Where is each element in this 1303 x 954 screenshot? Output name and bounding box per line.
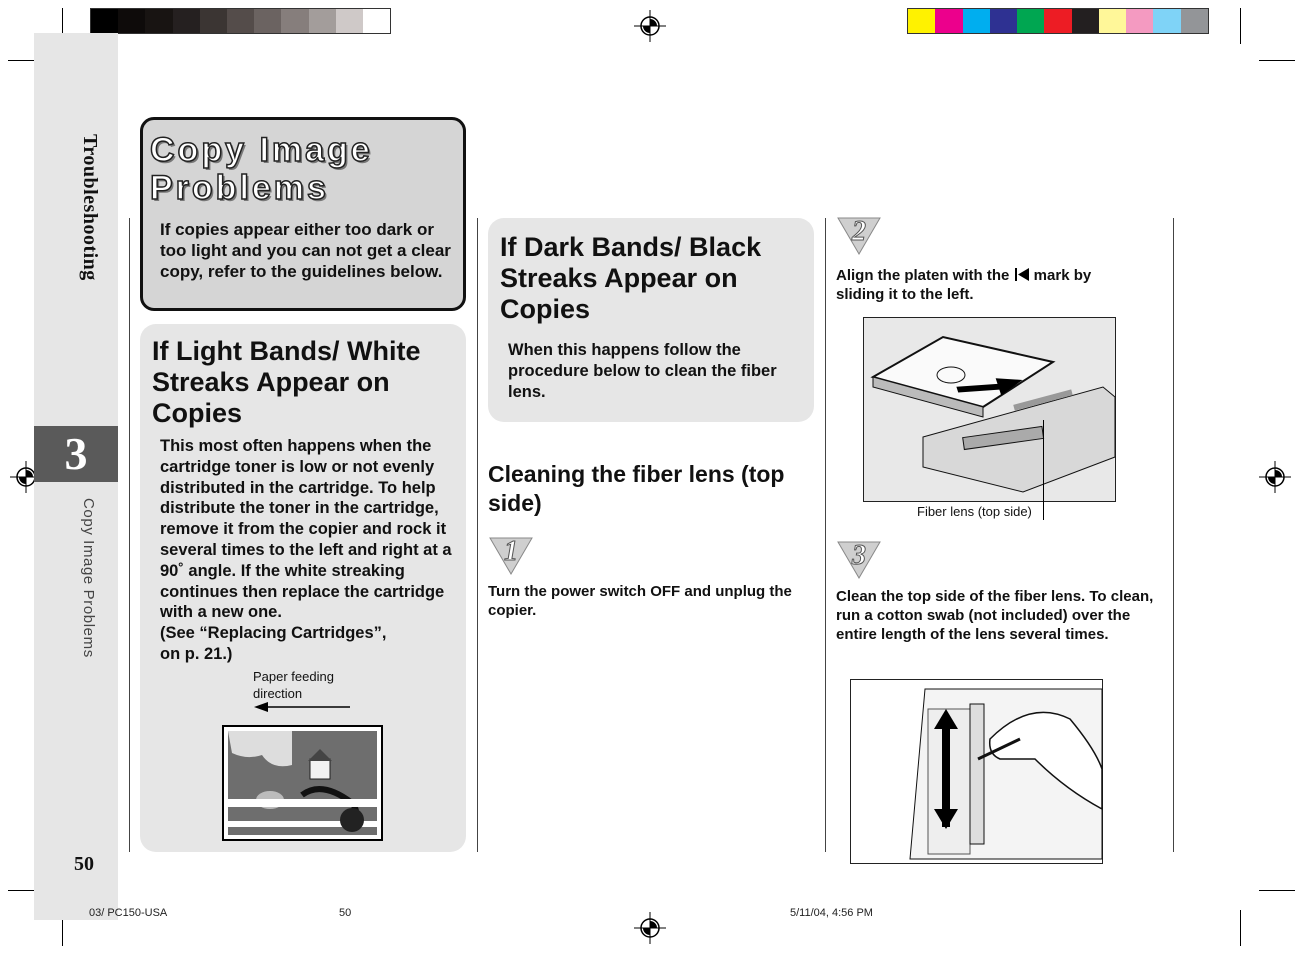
gray-swatch	[309, 9, 336, 33]
copier-platen-illustration	[863, 317, 1116, 502]
gray-swatch	[173, 9, 200, 33]
see-reference: (See “Replacing Cartridges”,	[160, 624, 387, 643]
step-3-badge	[836, 540, 882, 580]
cleaning-lens-illustration	[850, 679, 1103, 864]
crop-mark	[1240, 8, 1241, 44]
gray-swatch	[363, 9, 390, 33]
see-reference-page: on p. 21.)	[160, 644, 233, 663]
paper-feeding-label: Paper feeding direction	[253, 669, 334, 701]
color-swatch	[935, 9, 962, 33]
footer-timestamp: 5/11/04, 4:56 PM	[790, 907, 873, 919]
arrow-left-icon	[254, 700, 352, 714]
step-2-text	[836, 266, 1136, 304]
crop-mark	[1259, 60, 1295, 61]
footer-page: 50	[339, 907, 352, 919]
crop-mark	[1259, 890, 1295, 891]
light-bands-text: This most often happens when the cartridge toner is low or not evenly distributed in the cartridge. To help distribute the toner in the cartridge, remove it from the copier and rock it several times to the left and right at a 90˚ angle. If the white streaking continues then replace the cartridge with a new one.	[160, 437, 452, 622]
color-swatch	[963, 9, 990, 33]
fiber-lens-callout: Fiber lens (top side)	[917, 504, 1032, 519]
gray-swatch	[91, 9, 118, 33]
gray-swatch	[200, 9, 227, 33]
color-swatch	[1044, 9, 1071, 33]
step-2-number: 2	[852, 216, 866, 247]
dark-bands-body: When this happens follow the procedure below to clean the fiber lens.	[508, 341, 777, 401]
registration-mark-icon	[1259, 461, 1291, 493]
gray-swatch	[118, 9, 145, 33]
page-title: Copy Image Problems	[150, 131, 373, 207]
step-3-text: Clean the top side of the fiber lens. To clean, run a cotton swab (not included) over the entire length of the lens several times.	[836, 588, 1154, 643]
chapter-number: 3	[34, 426, 118, 482]
streaked-copy-illustration	[222, 725, 383, 841]
color-swatch	[908, 9, 935, 33]
step-2-badge	[836, 216, 882, 256]
color-swatch	[1181, 9, 1208, 33]
gray-swatch	[227, 9, 254, 33]
gray-swatch	[145, 9, 172, 33]
step-1-text: Turn the power switch OFF and unplug the copier.	[488, 583, 792, 619]
footer-file: 03/ PC150-USA	[89, 907, 168, 919]
color-swatch	[1126, 9, 1153, 33]
color-calibration-bar	[907, 8, 1209, 34]
crop-mark	[1240, 910, 1241, 946]
step-2-text-after: mark by sliding it to the left.	[836, 267, 1092, 303]
gray-swatch	[281, 9, 308, 33]
step-1-number: 1	[504, 536, 518, 567]
color-swatch	[1099, 9, 1126, 33]
dark-bands-heading: If Dark Bands/ Black Streaks Appear on Copies	[500, 232, 762, 324]
color-swatch	[990, 9, 1017, 33]
section-title: Troubleshooting	[79, 134, 101, 281]
column-divider	[825, 218, 826, 852]
registration-mark-icon	[634, 912, 666, 944]
color-swatch	[1153, 9, 1180, 33]
column-divider	[477, 218, 478, 852]
light-bands-heading: If Light Bands/ White Streaks Appear on Copies	[152, 336, 421, 428]
chapter-name: Copy Image Problems	[80, 498, 97, 658]
color-swatch	[1072, 9, 1099, 33]
registration-mark-icon	[634, 10, 666, 42]
step-1-badge	[488, 536, 534, 576]
column-divider	[129, 218, 130, 852]
step-3-number: 3	[852, 540, 866, 571]
page-number: 50	[74, 853, 94, 875]
step-2-text-before: Align the platen with the	[836, 267, 1010, 284]
intro-text: If copies appear either too dark or too light and you can not get a clear copy, refer to the guidelines below.	[160, 220, 451, 281]
color-swatch	[1017, 9, 1044, 33]
column-divider	[1173, 218, 1174, 852]
light-bands-body	[160, 436, 456, 665]
callout-leader	[1043, 420, 1044, 520]
platen-mark-icon	[1014, 267, 1030, 282]
gray-swatch	[254, 9, 281, 33]
grayscale-calibration-bar	[90, 8, 391, 34]
gray-swatch	[336, 9, 363, 33]
cleaning-heading: Cleaning the fiber lens (top side)	[488, 461, 785, 516]
